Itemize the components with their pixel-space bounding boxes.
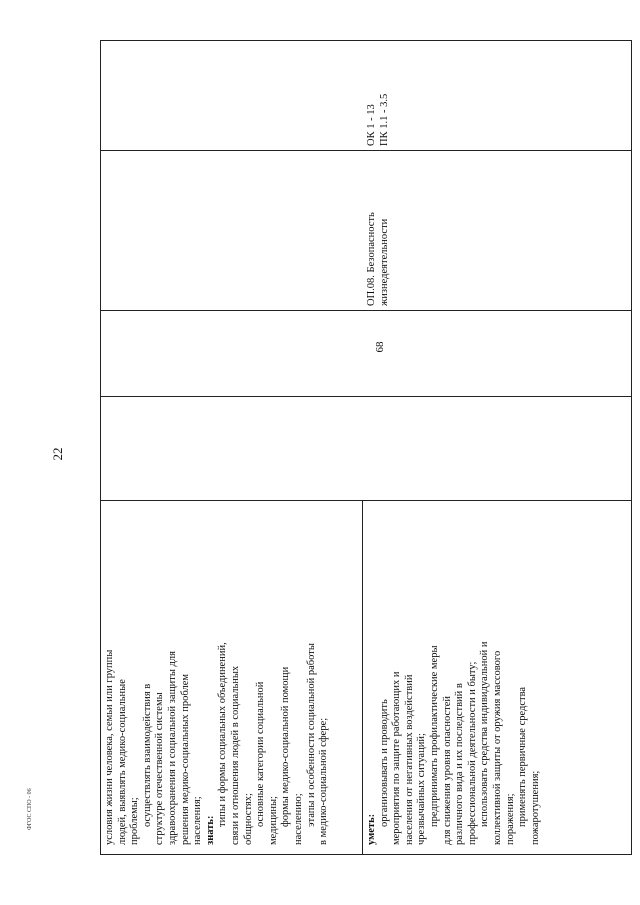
table-border-bottom bbox=[100, 854, 632, 855]
table-border-left bbox=[100, 40, 101, 855]
footer-code: ФГОС СПО - 06 bbox=[27, 788, 33, 830]
obzh-hours: 68 bbox=[374, 341, 386, 353]
page-number: 22 bbox=[50, 447, 65, 461]
table-border-top bbox=[100, 40, 632, 41]
row-divider bbox=[362, 500, 363, 855]
obzh-requirements-text: уметь: организовывать и проводить мероприятия по защите работающих и населения от негативных воздействий чрезвычайных ситуаций; предпринимать профилактические меры для снижения уровня опасностей различного вида и их последствий в профессиональной деятельности и быту; использовать средства индивидуальной и коллективной защиты от оружия массового поражения; применять первичные средства пожаротушения; bbox=[366, 641, 541, 845]
competencies-text: условия жизни человека, семьи или группы людей, выявлять медико-социальные проблемы; осуществлять взаимодействия в структуре отечественной системы здравоохранения и социальной защиты для решения медико-социальных проблем населения; знать: типы и формы социальных объединений, связи и отношения людей в социальных общностях; основные категории социальной медицины; формы медико-социальной помощи населению; этапы и особенности социальной работы в медико-социальной сфере; bbox=[104, 642, 330, 845]
col-divider-requirements bbox=[100, 500, 632, 501]
col-divider-hours bbox=[100, 396, 632, 397]
obzh-codes-text: ОК 1 - 13 ПК 1.1 - 3.5 bbox=[366, 93, 390, 146]
table-border-right bbox=[631, 40, 632, 855]
curriculum-table bbox=[100, 40, 632, 855]
col-divider-discipline bbox=[100, 310, 632, 311]
obzh-discipline-text: ОП.08. Безопасность жизнедеятельности bbox=[366, 212, 390, 306]
col-divider-codes bbox=[100, 150, 632, 151]
